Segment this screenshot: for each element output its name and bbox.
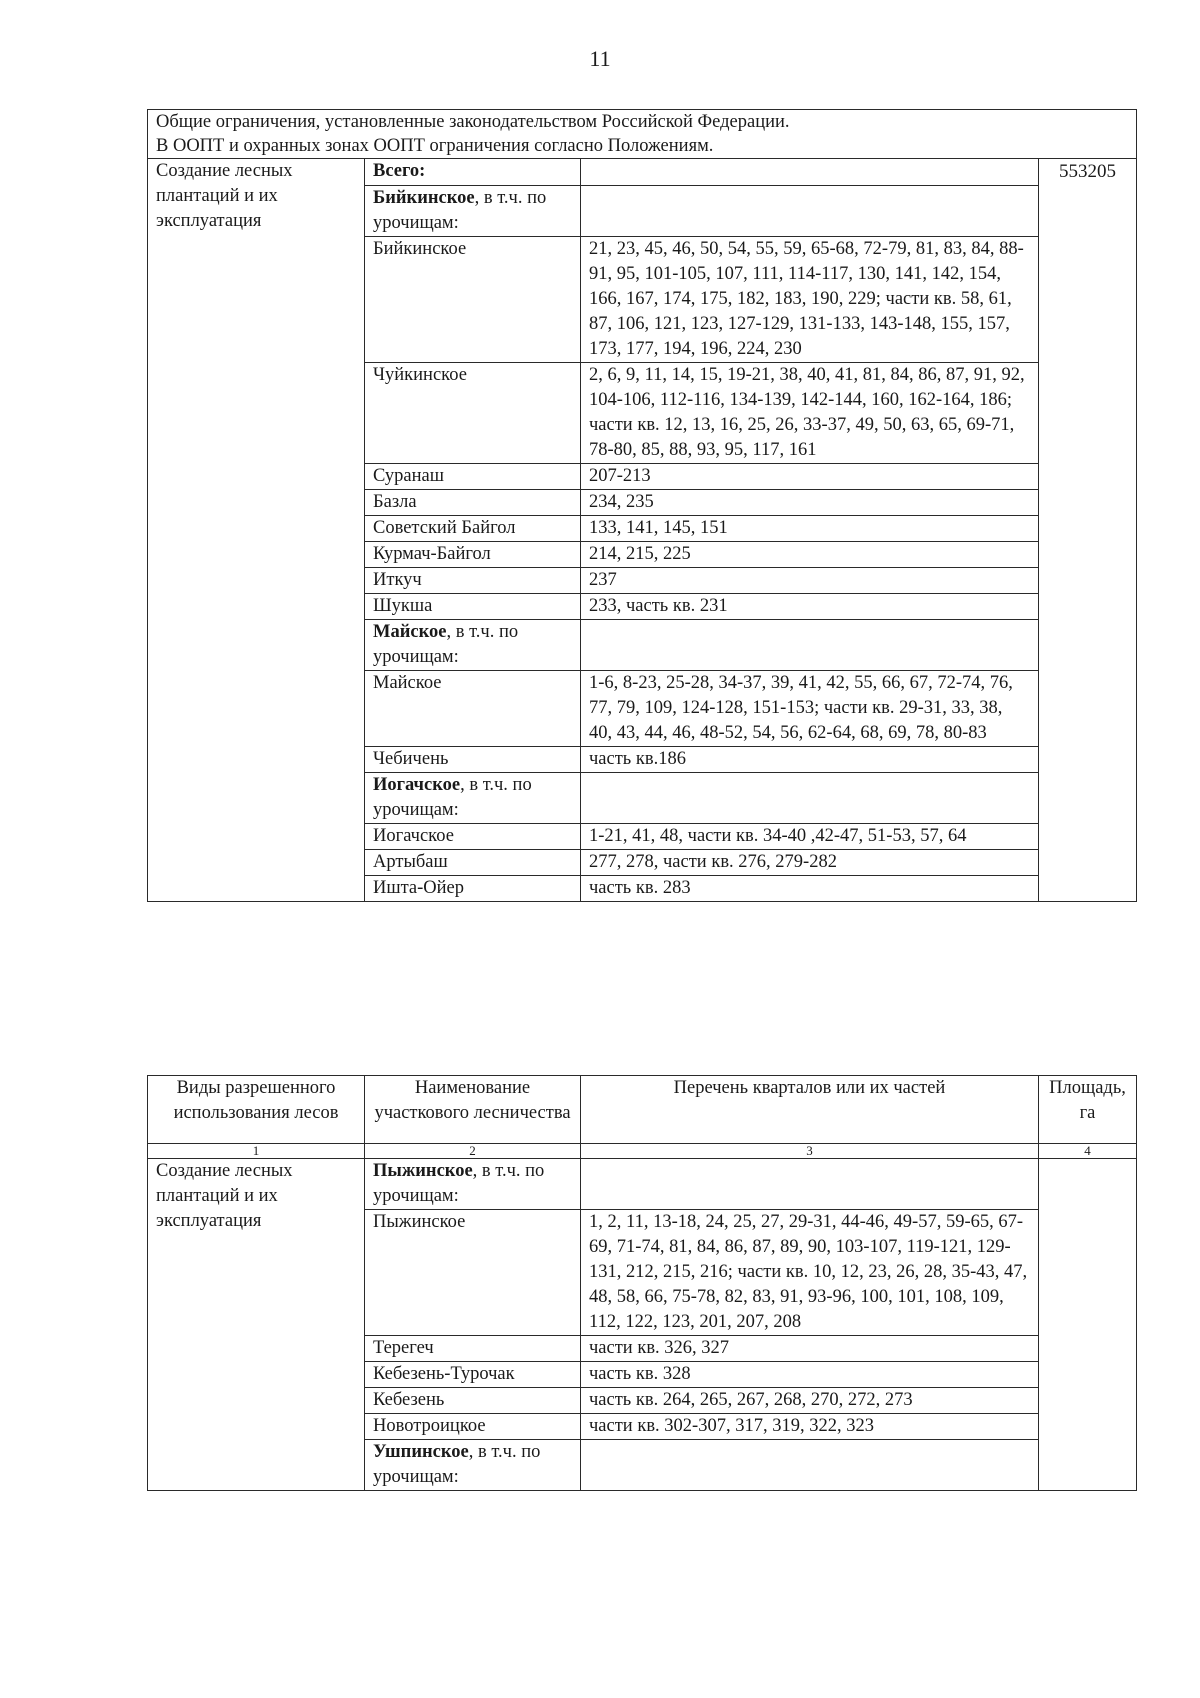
quarter-list: 233, часть кв. 231 — [581, 594, 1039, 620]
header-quarter-list: Перечень кварталов или их частей — [581, 1076, 1039, 1144]
tract-name: Иогачское — [365, 824, 581, 850]
quarter-list: часть кв. 328 — [581, 1362, 1039, 1388]
tract-name: Советский Байгол — [365, 516, 581, 542]
usage-type-cell: Создание лесных плантаций и их эксплуатация — [148, 1159, 365, 1491]
quarter-list: часть кв. 264, 265, 267, 268, 270, 272, 273 — [581, 1388, 1039, 1414]
quarter-list: 1, 2, 11, 13-18, 24, 25, 27, 29-31, 44-46, 49-57, 59-65, 67-69, 71-74, 81, 84, 86, 87, 89, 90, 103-107, 119-121, 129-131, 212, 215, 216; части кв. 10, 12, 23, 26, 28, 35-43, 47, 48, 58, 66, 75-78, 82, 83, 91, 93-96, 100, 101, 108, 109, 112, 122, 123, 201, 207, 208 — [581, 1210, 1039, 1336]
header-area: Площадь, га — [1039, 1076, 1137, 1144]
total-list-cell — [581, 159, 1039, 186]
restrictions-note — [148, 110, 1137, 159]
quarter-list: 1-6, 8-23, 25-28, 34-37, 39, 41, 42, 55, 66, 67, 72-74, 76, 77, 79, 109, 124-128, 151-153; части кв. 29-31, 33, 38, 40, 43, 44, 46, 48-52, 54, 56, 62-64, 68, 69, 78, 80-83 — [581, 671, 1039, 747]
quarter-list: 237 — [581, 568, 1039, 594]
tract-name: Чуйкинское — [365, 363, 581, 464]
quarter-list: часть кв.186 — [581, 747, 1039, 773]
quarter-list: 277, 278, части кв. 276, 279-282 — [581, 850, 1039, 876]
quarter-list: 1-21, 41, 48, части кв. 34-40 ,42-47, 51-53, 57, 64 — [581, 824, 1039, 850]
usage-type-cell: Создание лесных плантаций и их эксплуатация — [148, 159, 365, 902]
quarter-list: части кв. 302-307, 317, 319, 322, 323 — [581, 1414, 1039, 1440]
quarter-list — [581, 773, 1039, 824]
tract-name: Чебичень — [365, 747, 581, 773]
area-cell — [1039, 1159, 1137, 1491]
restrictions-line-1: Общие ограничения, установленные законодательством Российской Федерации. — [156, 112, 790, 132]
quarter-list: 133, 141, 145, 151 — [581, 516, 1039, 542]
tract-name: Ишта-Ойер — [365, 876, 581, 902]
quarter-list — [581, 1440, 1039, 1491]
page-number: 11 — [589, 46, 611, 71]
forestry-name: Майское, в т.ч. по урочищам: — [365, 620, 581, 671]
header-number-1: 1 — [148, 1144, 365, 1159]
quarter-list — [581, 620, 1039, 671]
tract-name: Пыжинское — [365, 1210, 581, 1336]
quarter-list: 2, 6, 9, 11, 14, 15, 19-21, 38, 40, 41, 81, 84, 86, 87, 91, 92, 104-106, 112-116, 134-139, 142-144, 160, 162-164, 186; части кв. 12, 13, 16, 25, 26, 33-37, 49, 50, 63, 65, 69-71, 78-80, 85, 88, 93, 95, 117, 161 — [581, 363, 1039, 464]
forestry-name: Пыжинское, в т.ч. по урочищам: — [365, 1159, 581, 1210]
header-usage-type: Виды разрешенного использования лесов — [148, 1076, 365, 1144]
tract-name: Майское — [365, 671, 581, 747]
forestry-name: Бийкинское, в т.ч. по урочищам: — [365, 186, 581, 237]
tract-name: Суранаш — [365, 464, 581, 490]
header-number-2: 2 — [365, 1144, 581, 1159]
tract-name: Терегеч — [365, 1336, 581, 1362]
quarter-list: 207-213 — [581, 464, 1039, 490]
tract-name: Шукша — [365, 594, 581, 620]
tract-name: Кебезень-Турочак — [365, 1362, 581, 1388]
header-number-4: 4 — [1039, 1144, 1137, 1159]
forestry-row — [148, 1159, 1137, 1210]
quarter-list: 214, 215, 225 — [581, 542, 1039, 568]
tract-name: Кебезень — [365, 1388, 581, 1414]
tract-name: Базла — [365, 490, 581, 516]
total-label: Всего: — [365, 159, 581, 186]
forest-use-table-bottom — [147, 1075, 1137, 1491]
restrictions-line-2: В ООПТ и охранных зонах ООПТ ограничения согласно Положениям. — [156, 136, 714, 156]
quarter-list: 21, 23, 45, 46, 50, 54, 55, 59, 65-68, 72-79, 81, 83, 84, 88-91, 95, 101-105, 107, 111, 114-117, 130, 141, 142, 154, 166, 167, 174, 175, 182, 183, 190, 229; части кв. 58, 61, 87, 106, 121, 123, 127-129, 131-133, 143-148, 155, 157, 173, 177, 194, 196, 224, 230 — [581, 237, 1039, 363]
quarter-list: 234, 235 — [581, 490, 1039, 516]
total-area: 553205 — [1039, 159, 1137, 902]
tract-name: Артыбаш — [365, 850, 581, 876]
quarter-list — [581, 1159, 1039, 1210]
header-forestry-name: Наименование участкового лесничества — [365, 1076, 581, 1144]
forestry-name: Ушпинское, в т.ч. по урочищам: — [365, 1440, 581, 1491]
quarter-list: часть кв. 283 — [581, 876, 1039, 902]
tract-name: Бийкинское — [365, 237, 581, 363]
quarter-list: части кв. 326, 327 — [581, 1336, 1039, 1362]
forestry-name: Иогачское, в т.ч. по урочищам: — [365, 773, 581, 824]
tract-name: Курмач-Байгол — [365, 542, 581, 568]
forest-use-table-top — [147, 109, 1137, 902]
tract-name: Иткуч — [365, 568, 581, 594]
header-number-3: 3 — [581, 1144, 1039, 1159]
tract-name: Новотроицкое — [365, 1414, 581, 1440]
quarter-list — [581, 186, 1039, 237]
